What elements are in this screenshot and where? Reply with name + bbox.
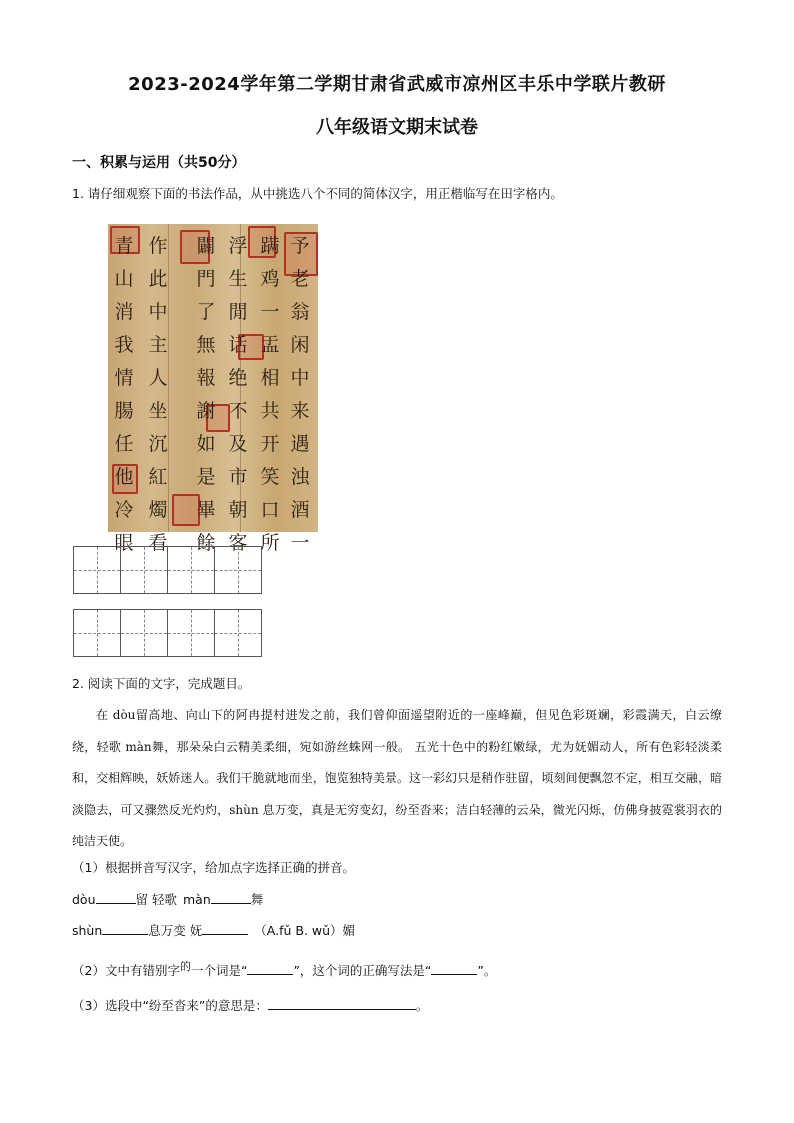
answer-blank[interactable]: [202, 920, 248, 935]
pinyin-dou: dòu: [72, 892, 96, 907]
exam-title-line2: 八年级语文期末试卷: [316, 117, 478, 138]
tian-grid-cell[interactable]: [120, 609, 168, 657]
answer-blank[interactable]: [268, 995, 416, 1010]
question-1-text: 1. 请仔细观察下面的书法作品，从中挑选八个不同的简体汉字，用正楷临写在田字格内。: [72, 186, 563, 201]
calligraphy-column: 青 山 消 我 情 腸 任 他 冷 眼: [114, 235, 134, 554]
answer-blank[interactable]: [96, 889, 136, 904]
answer-blank[interactable]: [431, 960, 477, 975]
answer-blank[interactable]: [102, 920, 148, 935]
calligraphy-image: [108, 224, 318, 554]
tian-grid-cell[interactable]: [73, 546, 121, 594]
sub-question-2: （2）文中有错别字的一个词是“ ”，这个词的正确写法是“ ”。: [72, 960, 497, 978]
tian-grid-cell[interactable]: [167, 609, 215, 657]
exam-title-line1: 2023-2024学年第二学期甘肃省武威市凉州区丰乐中学联片教研: [128, 74, 666, 95]
section-heading: 一、积累与运用（共50分）: [72, 155, 246, 171]
pinyin-shun: shùn: [72, 923, 103, 938]
pinyin-man: màn: [183, 892, 211, 907]
tian-grid-cell[interactable]: [214, 546, 262, 594]
answer-blank[interactable]: [247, 960, 293, 975]
pinyin-options: （A.fǔ B. wǔ）媚: [254, 923, 356, 938]
tian-grid-cell[interactable]: [214, 609, 262, 657]
question-2-text: 2. 阅读下面的文字，完成题目。: [72, 676, 251, 691]
sub-question-3: （3）选段中“纷至沓来”的意思是： 。: [72, 995, 428, 1014]
answer-blank[interactable]: [211, 889, 251, 904]
sub-question-1: （1）根据拼音写汉字，给加点字选择正确的拼音。: [72, 860, 355, 875]
tian-grid-row-1: [73, 546, 262, 594]
reading-passage: 在 dòu留高地、向山下的阿冉提村进发之前，我们曾仰面遥望附近的一座峰巅，但见色彩斑斓，彩霞满天，白云缭绕，轻歌 màn舞，那朵朵白云精美柔细，宛如游丝蛛网一般。 五光十色中的粉红嫩绿，尤为妩媚动人，所有色彩轻淡柔和，交相辉映，妖娇迷人。我们干脆就地而坐，饱览独特美景。这一彩幻只是稍作驻留，顷刻间便飘忽不定，相互交融，暗淡隐去，可又骤然反光灼灼，shùn 息万变，真是无穷变幻，纷至沓来；洁白轻薄的云朵，微光闪烁，仿佛身披霓裳羽衣的纯洁天使。: [72, 708, 722, 848]
pinyin-line-1: dòu 留 轻歌 màn 舞: [72, 889, 263, 908]
calligraphy-column: 予 老 翁 闲 中 来 遇 浊 酒 一: [290, 235, 310, 554]
calligraphy-column: 作 此 中 主 人 坐 沉 紅 燭 看: [148, 235, 168, 554]
pinyin-line-2: shùn 息万变 妩 （A.fǔ B. wǔ）媚: [72, 920, 355, 939]
calligraphy-column: 浮 生 閒 话 绝 不 及 市 朝 客: [228, 235, 248, 554]
tian-grid-cell[interactable]: [120, 546, 168, 594]
tian-grid-row-2: [73, 609, 262, 657]
calligraphy-column: 闢 門 了 無 報 謝 如 是 畢 餘: [196, 235, 216, 554]
tian-grid-cell[interactable]: [167, 546, 215, 594]
calligraphy-column: 蹒 鸡 一 盂 相 共 开 笑 口 所: [260, 235, 280, 554]
tian-grid-cell[interactable]: [73, 609, 121, 657]
